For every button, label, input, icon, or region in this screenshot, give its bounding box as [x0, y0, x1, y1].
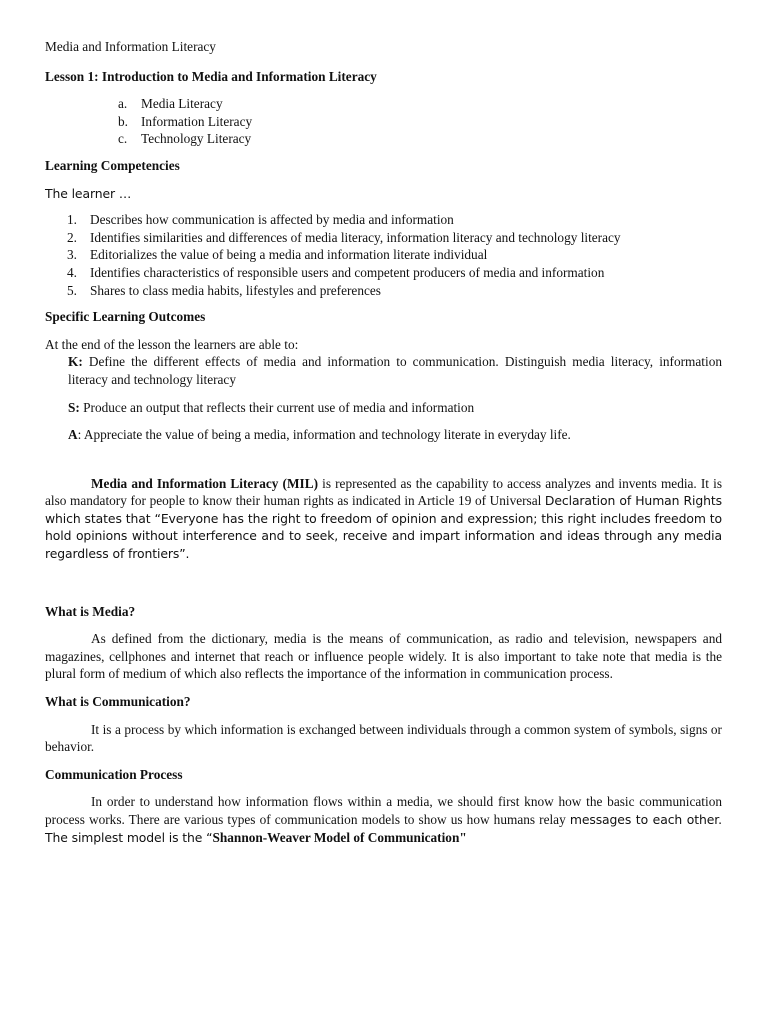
outcome-attitude: A: Appreciate the value of being a media, information and technology literate in everyday life. [68, 427, 571, 443]
list-item: 5. Shares to class media habits, lifestyles and preferences [67, 282, 381, 298]
process-heading: Communication Process [45, 766, 183, 782]
document-page [45, 38, 722, 846]
lesson-topic-list [45, 95, 722, 148]
mil-paragraph: Media and Information Literacy (MIL) is represented as the capability to access analyzes and invents media. It is also mandatory for people to know their human rights as indicated in Article 19 of Universal Declaration of Human Rights which states that “Everyone has the right to freedom of opinion and expression; this right includes freedom to hold opinions without interference and to seek, receive and impart information and ideas through any media regardless of frontiers”. [45, 475, 723, 562]
outcomes-intro: At the end of the lesson the learners are able to: [45, 336, 299, 352]
list-item: c. Technology Literacy [118, 131, 252, 147]
communication-paragraph: It is a process by which information is exchanged between individuals through a common system of symbols, signs or behavior. [45, 721, 722, 755]
list-item: a. Media Literacy [118, 96, 223, 112]
document-header-title: Media and Information Literacy [45, 39, 216, 54]
list-item: 4. Identifies characteristics of responsible users and competent producers of media and information [67, 264, 605, 280]
competencies-list [45, 211, 722, 299]
list-item: b. Information Literacy [118, 113, 253, 129]
competencies-heading: Learning Competencies [45, 157, 180, 173]
outcome-knowledge: K: Define the different effects of media and information to communication. Distinguish media literacy, information literacy and technology literacy [68, 354, 722, 387]
communication-heading: What is Communication? [45, 694, 191, 710]
list-item: 2. Identifies similarities and differences of media literacy, information literacy and technology literacy [67, 229, 621, 245]
media-paragraph: As defined from the dictionary, media is the means of communication, as radio and television, newspapers and magazines, cellphones and internet that reach or influence people widely. It is also important to take note that media is the plural form of medium of which also reflects the importance of the information in communication process. [45, 631, 722, 682]
competencies-intro: The learner … [45, 185, 132, 201]
media-heading: What is Media? [45, 603, 136, 619]
list-item: 1. Describes how communication is affected by media and information [67, 212, 454, 228]
process-paragraph: In order to understand how information flows within a media, we should first know how the basic communication process works. There are various types of communication models to show us how humans relay messages to each other. The simplest model is the “Shannon-Weaver Model of Communication" [45, 794, 722, 845]
lesson-title: Lesson 1: Introduction to Media and Information Literacy [45, 68, 377, 84]
outcomes-heading: Specific Learning Outcomes [45, 309, 206, 325]
outcome-skill: S: Produce an output that reflects their current use of media and information [68, 399, 475, 415]
list-item: 3. Editorializes the value of being a media and information literate individual [67, 247, 488, 263]
